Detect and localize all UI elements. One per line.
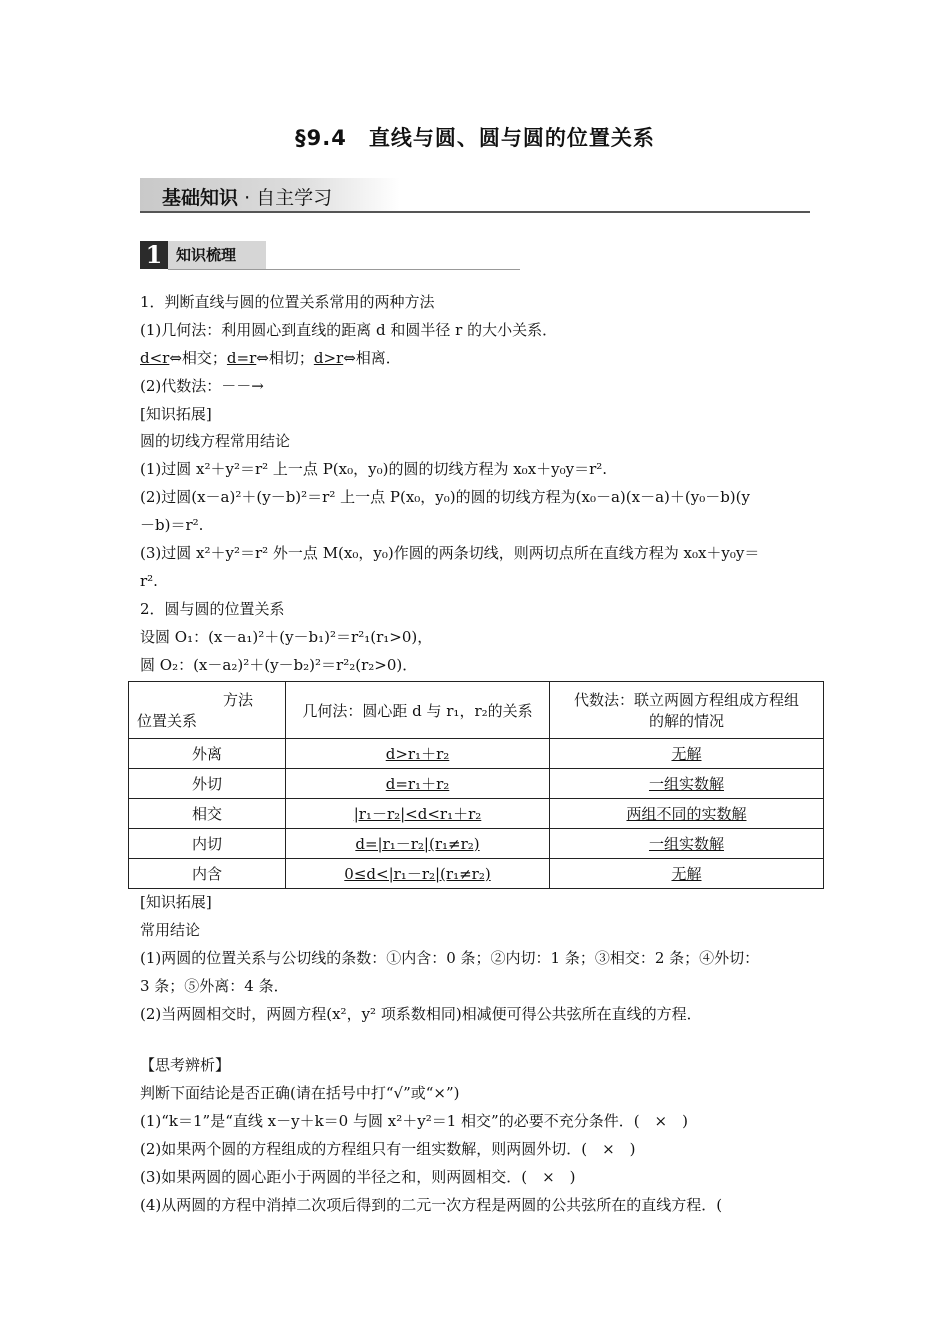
band-dot: · xyxy=(244,187,251,209)
subsection-number: 1 xyxy=(140,241,168,269)
alg-answer: 无解 xyxy=(671,865,702,883)
geo-answer: 0≤d<|r₁－r₂|(r₁≠r₂) xyxy=(344,865,491,883)
geo-answer: |r₁－r₂|<d<r₁＋r₂ xyxy=(353,805,482,823)
text-line: (2)代数法：－－→ xyxy=(140,377,264,395)
geo-answer: d=|r₁－r₂|(r₁≠r₂) xyxy=(355,835,480,853)
circle-relation-table xyxy=(128,681,824,889)
table-row xyxy=(129,859,824,889)
section-band xyxy=(140,178,810,214)
subsection-label: 知识梳理 xyxy=(168,241,266,269)
table-corner-cell xyxy=(129,682,286,739)
text-line: (3)过圆 x²＋y²＝r² 外一点 M(x₀，y₀)作圆的两条切线，则两切点所在直线方程为 x₀x＋y₀y＝ xyxy=(140,544,760,562)
geo-cell xyxy=(286,859,550,889)
subsection-rule xyxy=(168,269,520,270)
alg-answer: 无解 xyxy=(671,745,702,763)
band-main: 基础知识 xyxy=(162,187,239,209)
header-method: 方法 xyxy=(222,691,253,709)
alg-cell xyxy=(550,859,824,889)
geo-cell xyxy=(286,739,550,769)
page-title: §9.4 直线与圆、圆与圆的位置关系 xyxy=(295,126,655,150)
text-line: 常用结论 xyxy=(140,921,201,939)
relation-cell: 外切 xyxy=(129,769,286,799)
text-line: 1．判断直线与圆的位置关系常用的两种方法 xyxy=(140,293,435,311)
geo-answer: d=r₁＋r₂ xyxy=(385,775,450,793)
text-line: [知识拓展] xyxy=(140,893,212,911)
geo-cell xyxy=(286,799,550,829)
text-line: 2．圆与圆的位置关系 xyxy=(140,600,285,618)
alg-cell xyxy=(550,739,824,769)
alg-answer: 两组不同的实数解 xyxy=(626,805,747,823)
answer-blank: d>r xyxy=(313,349,344,367)
relation-cell: 相交 xyxy=(129,799,286,829)
text-line xyxy=(140,348,830,368)
text-line: 圆 O₂：(x－a₂)²＋(y－b₂)²＝r²₂(r₂>0)． xyxy=(140,656,418,674)
table-row xyxy=(129,799,824,829)
table-row xyxy=(129,769,824,799)
band-sub: 自主学习 xyxy=(256,187,333,209)
text-fragment: ⇔相切； xyxy=(256,349,314,367)
text-line: (2)过圆(x－a)²＋(y－b)²＝r² 上一点 P(x₀，y₀)的圆的切线方程为(x₀－a)(x－a)＋(y₀－b)(y xyxy=(140,488,750,506)
answer-blank: d<r xyxy=(140,349,170,367)
geo-cell xyxy=(286,769,550,799)
text-line: 圆的切线方程常用结论 xyxy=(140,432,291,450)
geo-answer: d>r₁＋r₂ xyxy=(385,745,450,763)
relation-cell: 内切 xyxy=(129,829,286,859)
geo-cell xyxy=(286,829,550,859)
text-line: (1)“k＝1”是“直线 x－y＋k＝0 与圆 x²＋y²＝1 相交”的必要不充分条件．( × ) xyxy=(140,1112,688,1130)
text-line: (1)过圆 x²＋y²＝r² 上一点 P(x₀，y₀)的圆的切线方程为 x₀x＋y₀y＝r². xyxy=(140,460,608,478)
text-line: r². xyxy=(140,572,158,590)
relation-cell: 内含 xyxy=(129,859,286,889)
text-line: (1)几何法：利用圆心到直线的距离 d 和圆半径 r 的大小关系． xyxy=(140,321,558,339)
text-line: (2)如果两个圆的方程组成的方程组只有一组实数解，则两圆外切．( × ) xyxy=(140,1140,636,1158)
subsection-header xyxy=(140,241,520,271)
relation-cell: 外离 xyxy=(129,739,286,769)
alg-answer: 一组实数解 xyxy=(648,835,724,853)
table-row xyxy=(129,829,824,859)
header-alg-line1: 代数法：联立两圆方程组成方程组 xyxy=(573,691,799,709)
answer-blank: d=r xyxy=(226,349,257,367)
band-rule xyxy=(140,211,810,213)
band-heading xyxy=(162,183,332,210)
alg-cell xyxy=(550,769,824,799)
alg-answer: 一组实数解 xyxy=(648,775,724,793)
text-line: (4)从两圆的方程中消掉二次项后得到的二元一次方程是两圆的公共弦所在的直线方程．( xyxy=(140,1196,723,1214)
alg-cell xyxy=(550,829,824,859)
text-fragment: ⇔相离． xyxy=(343,349,401,367)
text-line: 判断下面结论是否正确(请在括号中打“√”或“×”) xyxy=(140,1084,460,1102)
text-line: 3 条；⑤外离：4 条． xyxy=(140,977,289,995)
text-line: [知识拓展] xyxy=(140,405,212,423)
text-line: －b)＝r². xyxy=(140,516,204,534)
table-header-row xyxy=(129,682,824,739)
header-geo: 几何法：圆心距 d 与 r₁，r₂的关系 xyxy=(286,682,550,739)
header-relation: 位置关系 xyxy=(137,712,198,730)
header-alg-line2: 的解的情况 xyxy=(648,712,724,730)
text-line: 设圆 O₁：(x－a₁)²＋(y－b₁)²＝r²₁(r₁>0)， xyxy=(140,628,433,646)
header-alg xyxy=(550,682,824,739)
table-row xyxy=(129,739,824,769)
text-line: (3)如果两圆的圆心距小于两圆的半径之和，则两圆相交．( × ) xyxy=(140,1168,576,1186)
text-line: 【思考辨析】 xyxy=(140,1056,231,1074)
text-line: (1)两圆的位置关系与公切线的条数：①内含：0 条；②内切：1 条；③相交：2 条；④外切： xyxy=(140,949,760,967)
text-fragment: ⇔相交； xyxy=(169,349,227,367)
text-line: (2)当两圆相交时，两圆方程(x²，y² 项系数相同)相减便可得公共弦所在直线的方程． xyxy=(140,1005,702,1023)
alg-cell xyxy=(550,799,824,829)
